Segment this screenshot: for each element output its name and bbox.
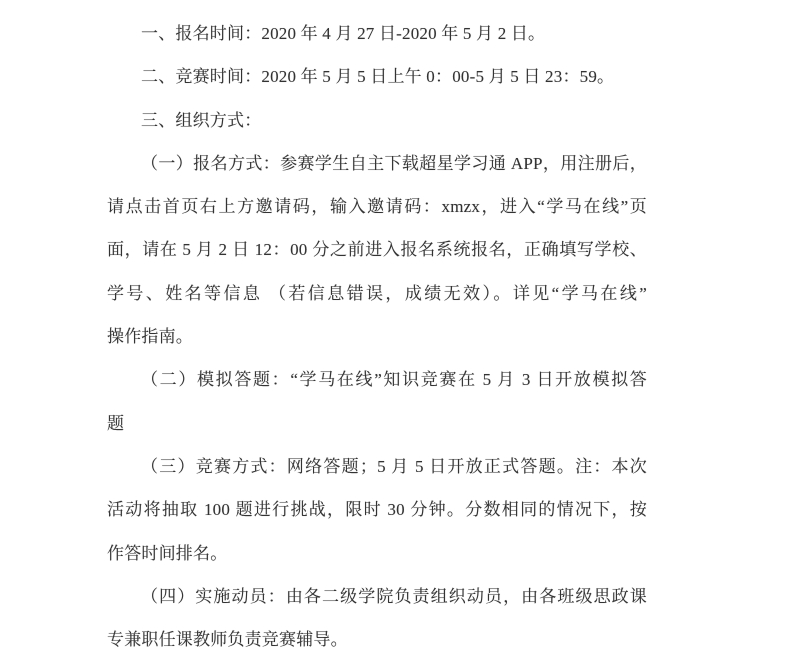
text-line: 二、竞赛时间：2020 年 5 月 5 日上午 0：00-5 月 5 日 23：59。	[141, 67, 615, 87]
text-line: 活动将抽取 100 题进行挑战，限时 30 分钟。分数相同的情况下，按	[107, 500, 647, 520]
text-line: 一、报名时间：2020 年 4 月 27 日-2020 年 5 月 2 日。	[141, 24, 546, 43]
text-line: （二）模拟答题：“学马在线”知识竞赛在 5 月 3 日开放模拟答	[141, 370, 647, 390]
text-line: （一）报名方式：参赛学生自主下载超星学习通 APP，用注册后，	[141, 153, 647, 173]
text-block	[107, 12, 647, 661]
text-line: 操作指南。	[107, 327, 193, 347]
text-line: 作答时间排名。	[107, 543, 228, 563]
text-line: 题	[107, 413, 125, 433]
text-line: 学号、姓名等信息 （若信息错误，成绩无效）。详见“学马在线”	[107, 283, 647, 303]
text-line: （四）实施动员：由各二级学院负责组织动员，由各班级思政课	[141, 586, 647, 606]
text-line: 请点击首页右上方邀请码，输入邀请码：xmzx，进入“学马在线”页	[107, 197, 647, 217]
text-line: 三、组织方式：	[141, 110, 262, 130]
text-line: （三）竞赛方式：网络答题；5 月 5 日开放正式答题。注：本次	[141, 456, 647, 476]
text-line: 面，请在 5 月 2 日 12：00 分之前进入报名系统报名，正确填写学校、	[107, 240, 647, 260]
text-line: 专兼职任课教师负责竞赛辅导。	[107, 630, 348, 650]
